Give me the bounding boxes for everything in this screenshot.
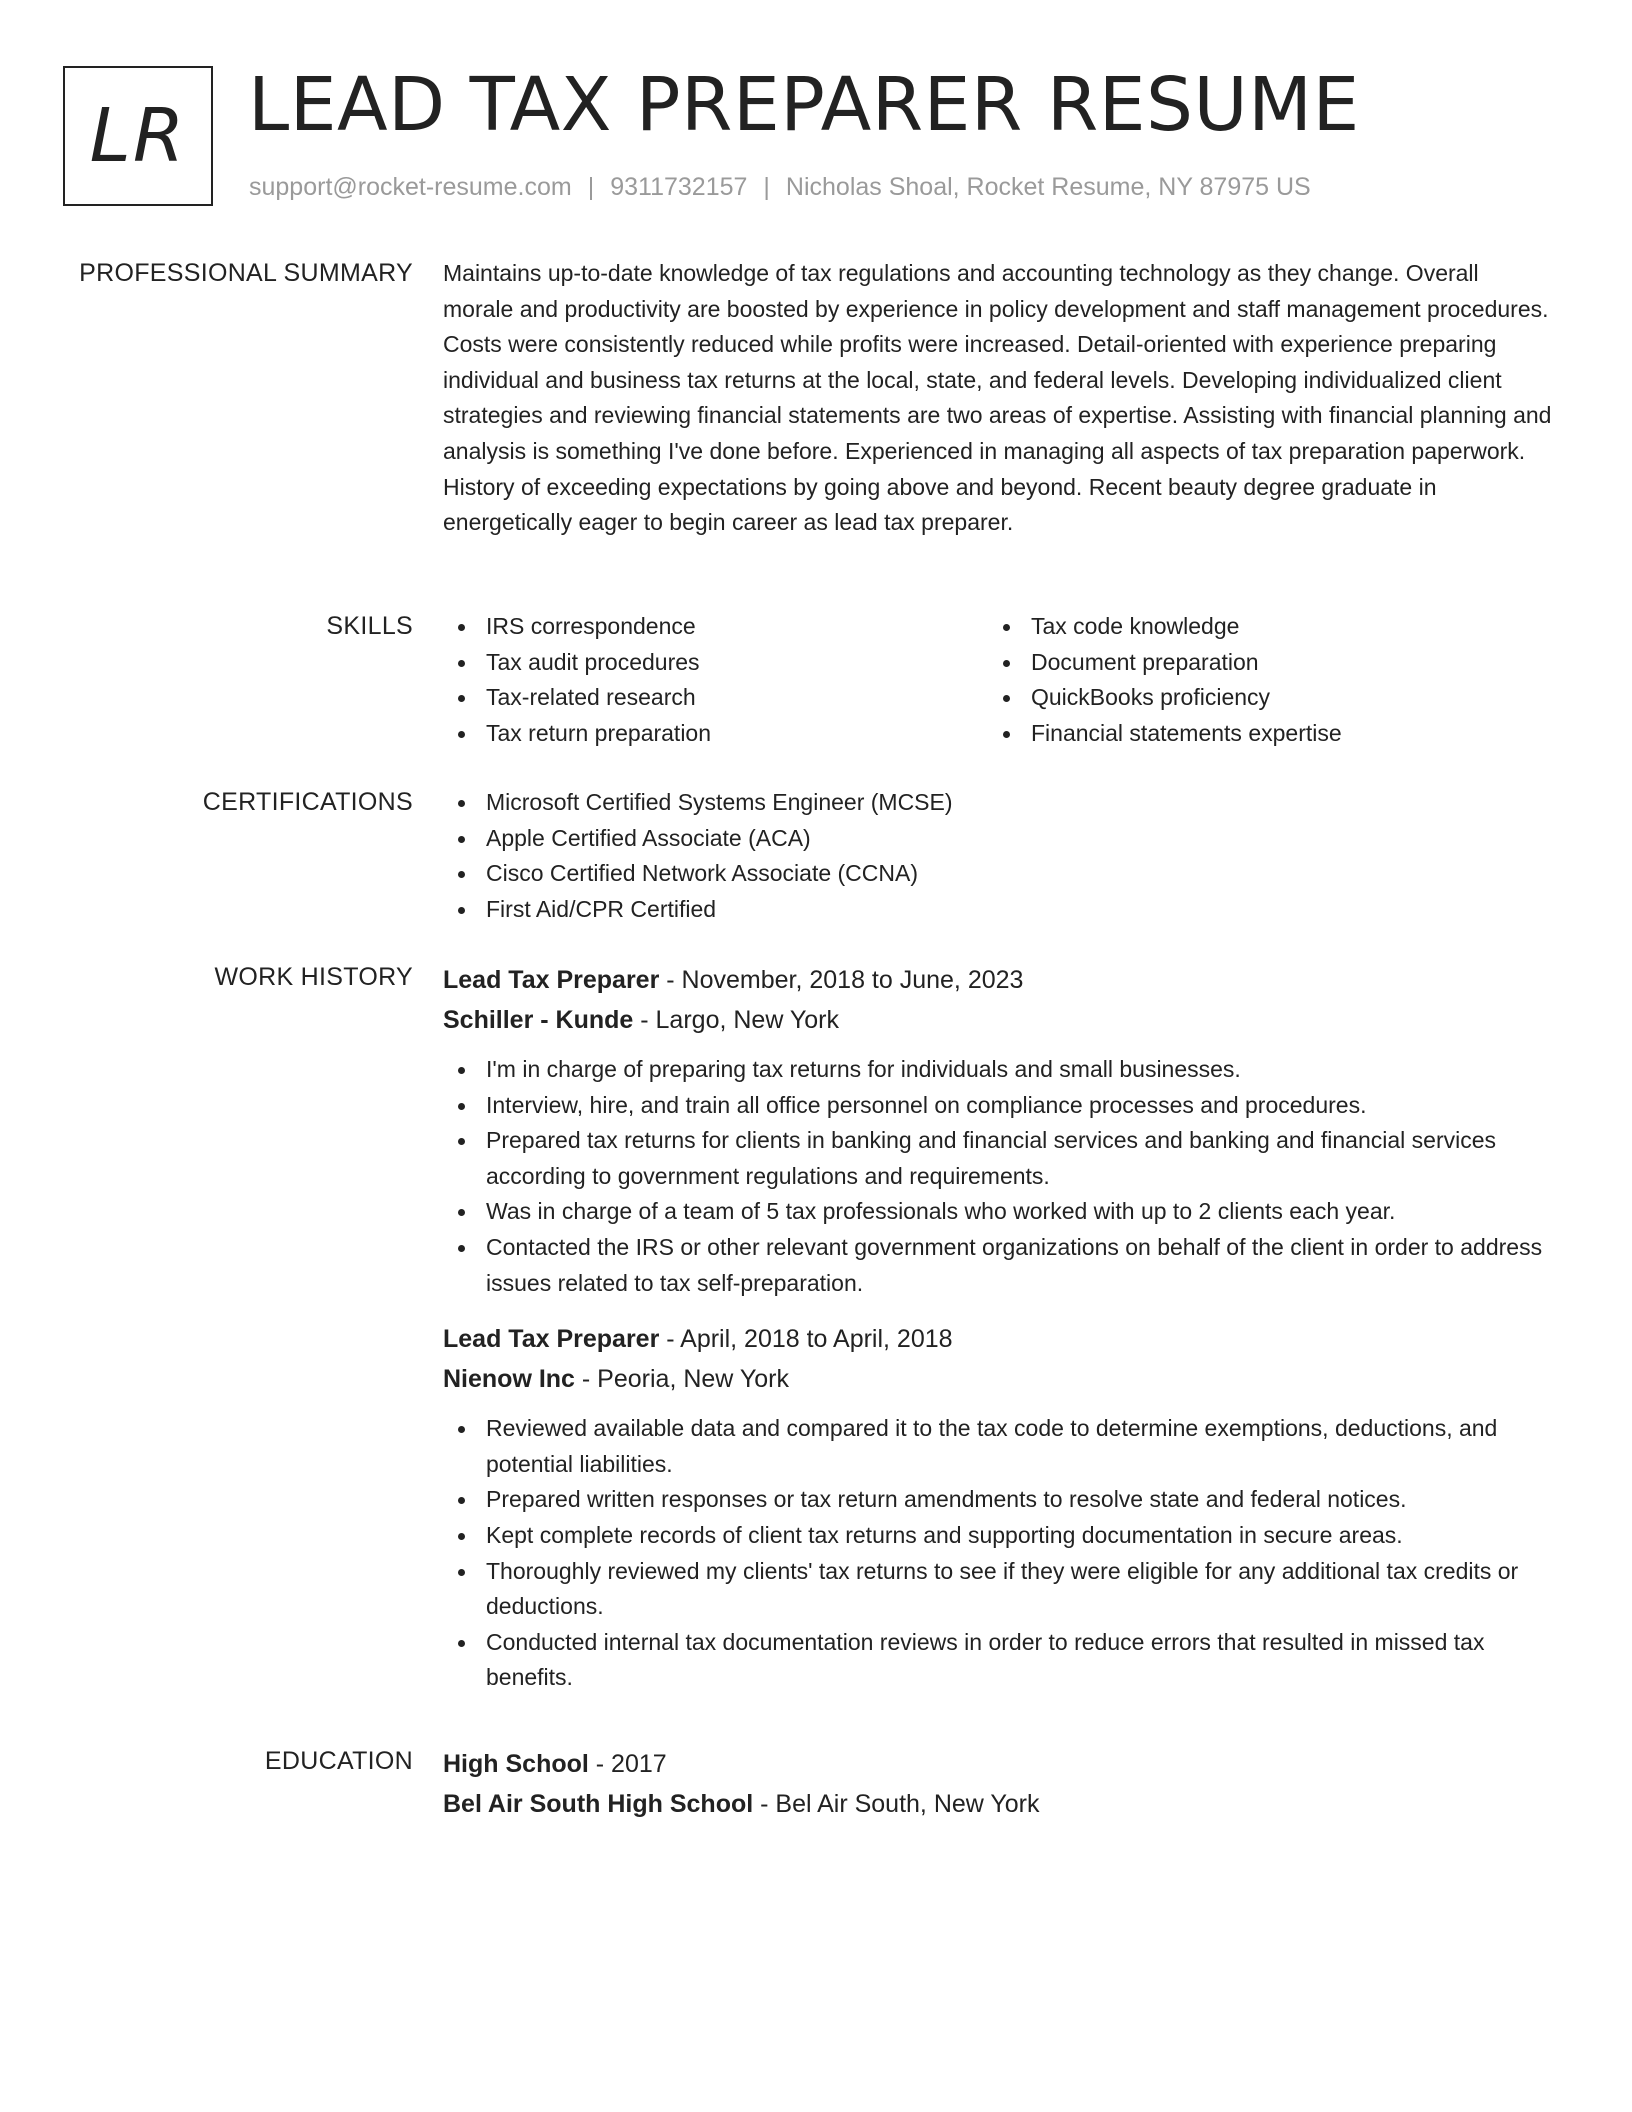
education-location: - Bel Air South, New York (753, 1790, 1040, 1818)
page-title: LEAD TAX PREPARER RESUME (248, 62, 1360, 148)
certification-item: Apple Certified Associate (ACA) (443, 821, 1555, 857)
contact-separator: | (763, 173, 770, 201)
job-bullet: Conducted internal tax documentation reviews in order to reduce errors that resulted in missed tax benefits. (443, 1625, 1555, 1696)
skill-item: Tax audit procedures (443, 645, 988, 681)
section-label-certifications: CERTIFICATIONS (202, 788, 413, 816)
job-dates: - April, 2018 to April, 2018 (659, 1325, 953, 1354)
job-responsibilities (443, 1411, 1555, 1696)
job-dates: - November, 2018 to June, 2023 (659, 966, 1024, 994)
job-bullet: Contacted the IRS or other relevant government organizations on behalf of the client in order to address issues related to tax self-preparation. (443, 1230, 1555, 1301)
education-year: - 2017 (588, 1750, 667, 1778)
skill-item: IRS correspondence (443, 609, 988, 645)
job-company-line (443, 1359, 1555, 1399)
skills-list (443, 609, 1555, 751)
contact-separator: | (587, 173, 595, 201)
skill-item: Tax return preparation (443, 716, 988, 752)
job-title-line (443, 960, 1555, 1000)
contact-line (249, 172, 1311, 202)
education-school: Bel Air South High School (443, 1790, 754, 1818)
section-label-education: EDUCATION (264, 1747, 413, 1775)
job-company: Schiller - Kunde (443, 1006, 634, 1034)
job-entry (443, 960, 1555, 1301)
education-degree-line (443, 1744, 1555, 1784)
job-title: Lead Tax Preparer (443, 1325, 660, 1354)
job-title-line (443, 1319, 1555, 1359)
monogram-logo: LR (63, 66, 213, 206)
education-school-line (443, 1784, 1555, 1824)
work-history-body (443, 960, 1555, 1696)
skills-column-right (988, 609, 1533, 751)
certification-item: Microsoft Certified Systems Engineer (MCSE) (443, 785, 1555, 821)
job-location: - Peoria, New York (574, 1365, 789, 1394)
section-label-skills: SKILLS (326, 612, 413, 640)
certification-item: Cisco Certified Network Associate (CCNA) (443, 856, 1555, 892)
skill-item: Document preparation (988, 645, 1533, 681)
job-location: - Largo, New York (633, 1006, 839, 1034)
skill-item: Tax-related research (443, 680, 988, 716)
job-entry (443, 1319, 1555, 1696)
skills-column-left (443, 609, 988, 751)
summary-text: Maintains up-to-date knowledge of tax regulations and accounting technology as they change. Overall morale and productivity are boosted by experience in policy development and staff management procedures. Costs were consistently reduced while profits were increased. Detail-oriented with experience preparing individual and business tax returns at the local, state, and federal levels. Developing individualized client strategies and reviewing financial statements are two areas of expertise. Assisting with financial planning and analysis is something I've done before. Experienced in managing all aspects of tax preparation paperwork. History of exceeding expectations by going above and beyond. Recent beauty degree graduate in energetically eager to begin career as lead tax preparer. (443, 260, 1552, 536)
contact-address: Nicholas Shoal, Rocket Resume, NY 87975 US (785, 173, 1311, 201)
contact-email[interactable]: support@rocket-resume.com (249, 173, 572, 201)
job-bullet: Interview, hire, and train all office personnel on compliance processes and procedures. (443, 1088, 1555, 1124)
summary-body (443, 256, 1555, 541)
job-bullet: Was in charge of a team of 5 tax professionals who worked with up to 2 clients each year. (443, 1194, 1555, 1230)
education-body (443, 1744, 1555, 1824)
job-bullet: Prepared written responses or tax return amendments to resolve state and federal notices. (443, 1482, 1555, 1518)
certification-item: First Aid/CPR Certified (443, 892, 1555, 928)
job-bullet: Thoroughly reviewed my clients' tax returns to see if they were eligible for any additional tax credits or deductions. (443, 1554, 1555, 1625)
skill-item: QuickBooks proficiency (988, 680, 1533, 716)
job-responsibilities (443, 1052, 1555, 1301)
section-label-summary: PROFESSIONAL SUMMARY (79, 259, 413, 287)
job-bullet: Reviewed available data and compared it to the tax code to determine exemptions, deductions, and potential liabilities. (443, 1411, 1555, 1482)
skill-item: Tax code knowledge (988, 609, 1533, 645)
certifications-list (443, 785, 1555, 927)
job-bullet: Kept complete records of client tax returns and supporting documentation in secure areas. (443, 1518, 1555, 1554)
job-company-line (443, 1000, 1555, 1040)
job-bullet: Prepared tax returns for clients in banking and financial services and banking and financial services according to government regulations and requirements. (443, 1123, 1555, 1194)
job-bullet: I'm in charge of preparing tax returns for individuals and small businesses. (443, 1052, 1555, 1088)
contact-phone[interactable]: 9311732157 (610, 173, 748, 201)
skill-item: Financial statements expertise (988, 716, 1533, 752)
job-company: Nienow Inc (443, 1365, 575, 1394)
job-title: Lead Tax Preparer (443, 966, 660, 994)
resume-header (63, 62, 1563, 208)
section-label-work-history: WORK HISTORY (214, 963, 413, 991)
education-degree: High School (443, 1750, 589, 1778)
